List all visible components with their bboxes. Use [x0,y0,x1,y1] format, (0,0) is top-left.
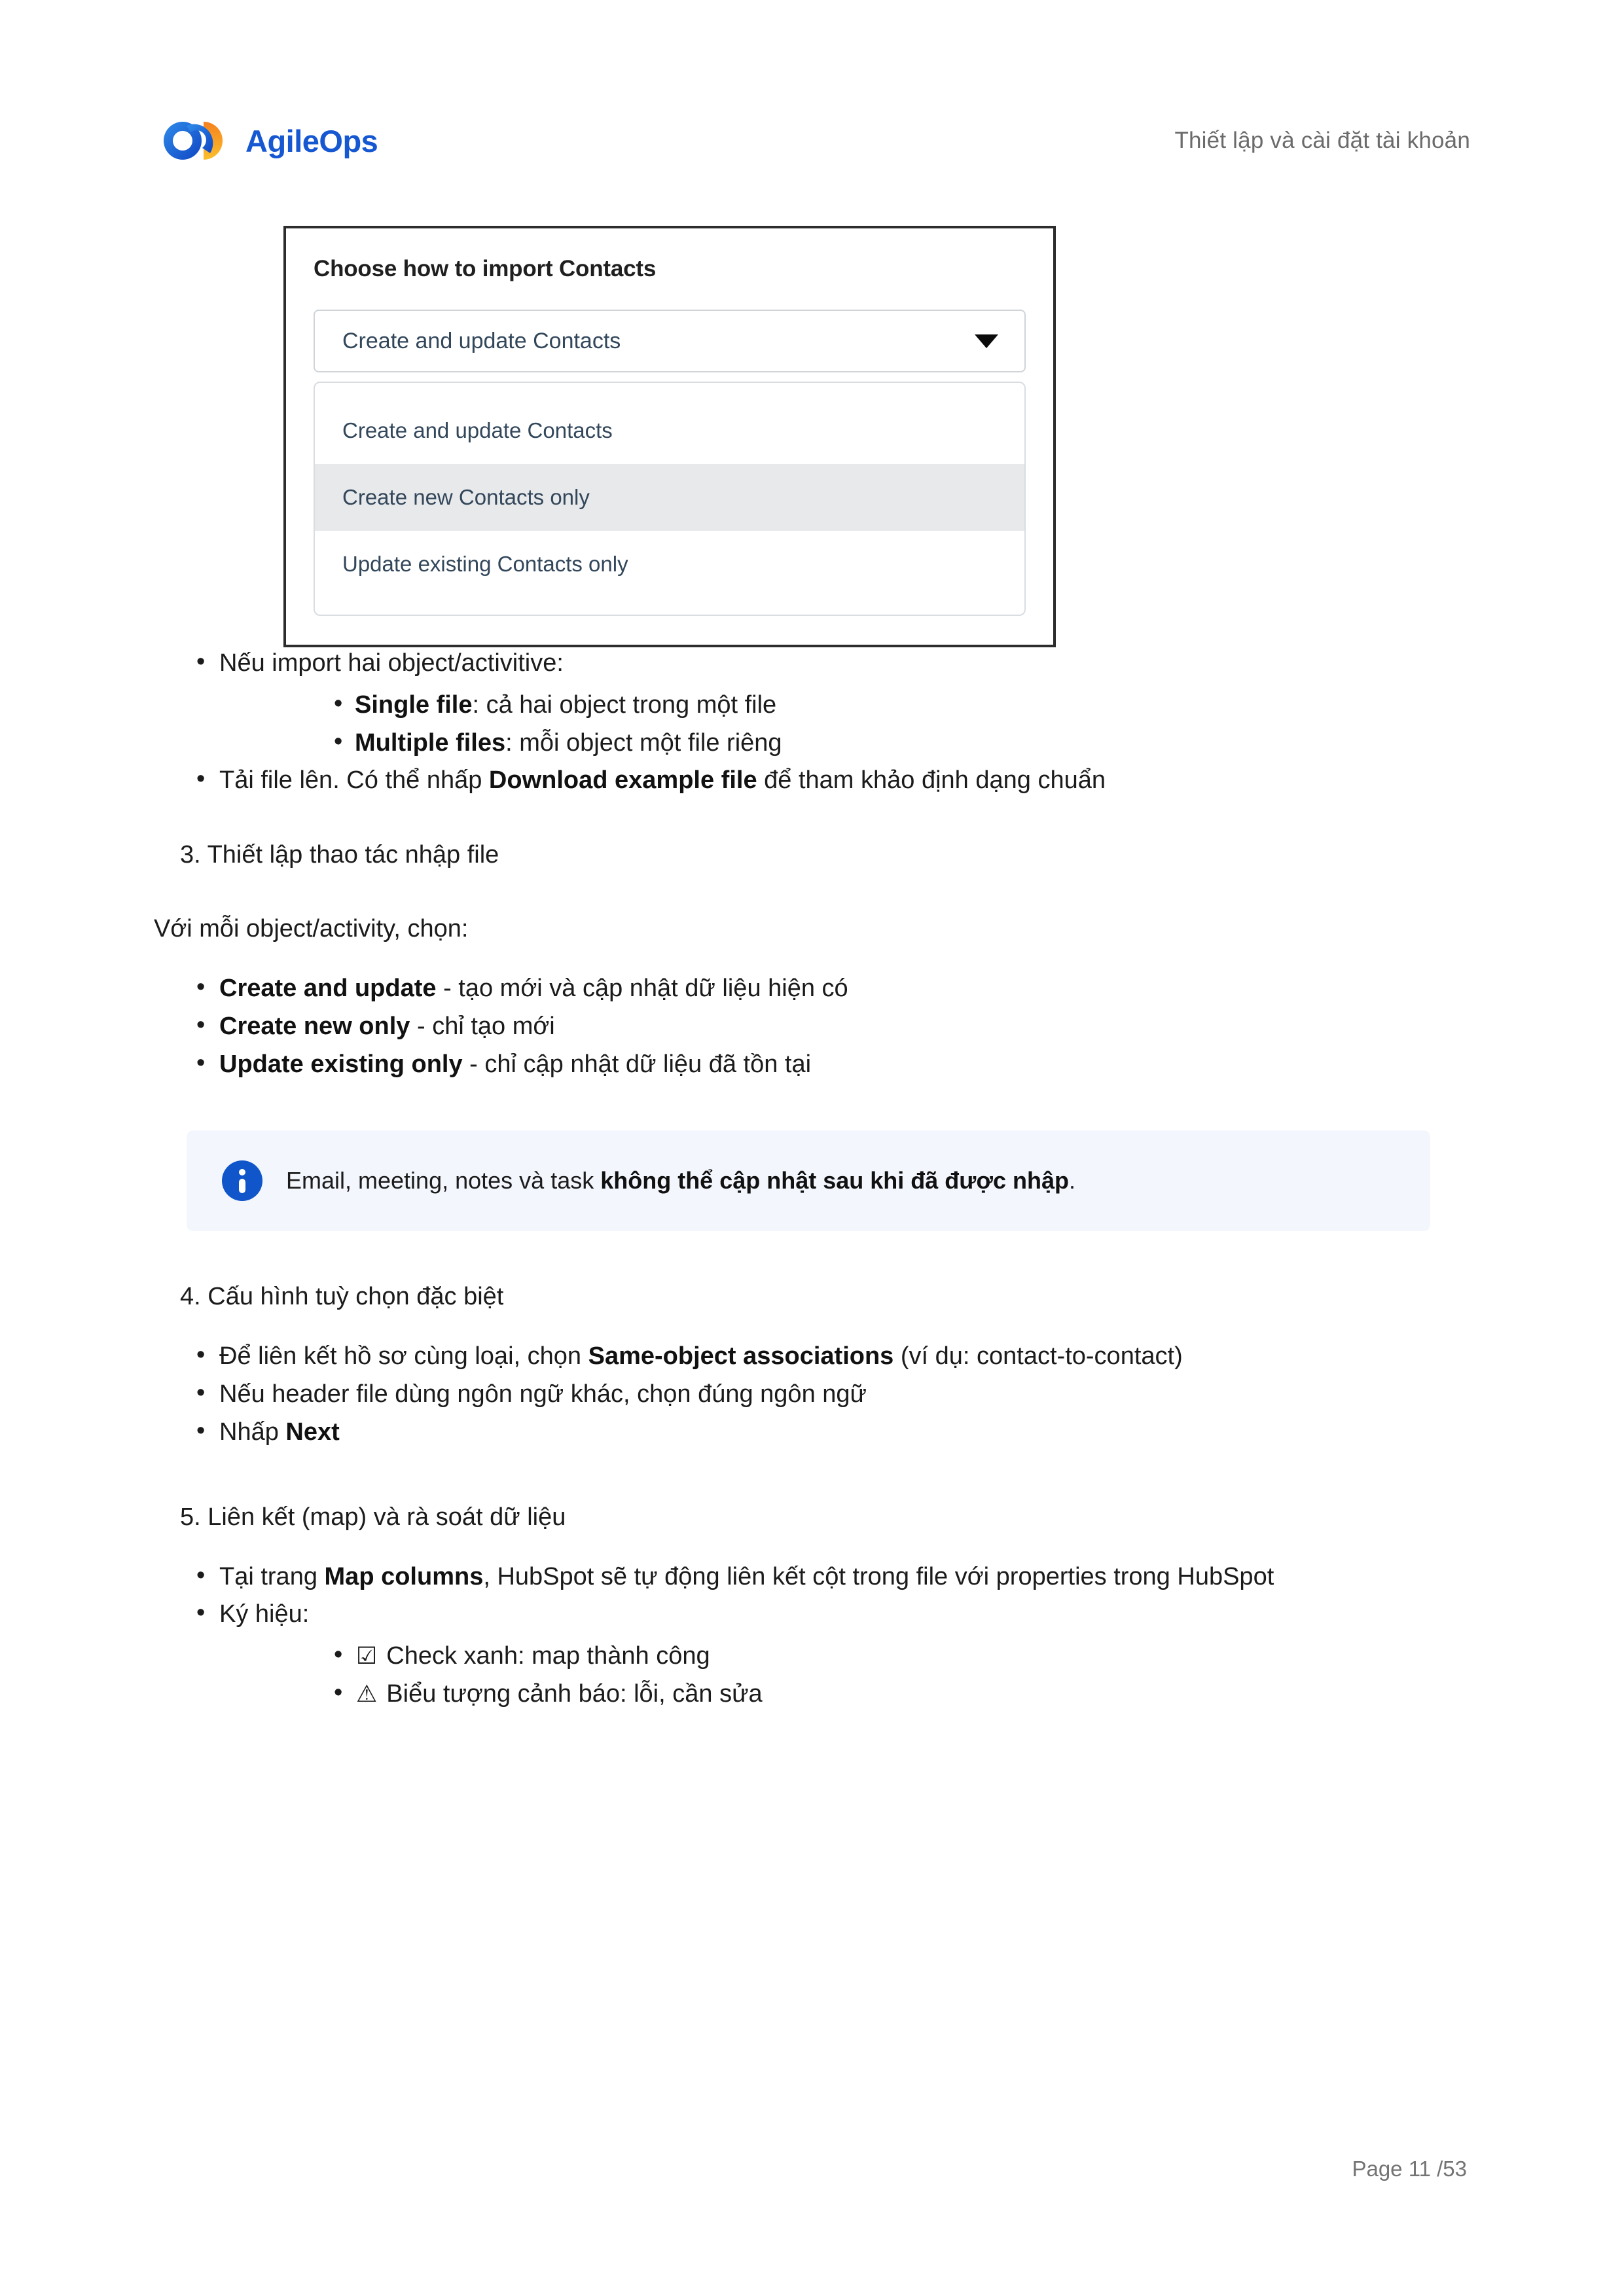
page-header [154,105,1470,177]
term-map-columns: Map columns [324,1562,484,1590]
list-item [327,1638,1470,1676]
agileops-logo-icon [154,117,231,165]
bullet-list-import-modes [190,970,1470,1083]
info-callout-text [286,1164,1075,1197]
symbol-description: Biểu tượng cảnh báo: lỗi, cần sửa [386,1679,763,1708]
import-contacts-screenshot [283,226,1056,647]
bullet-text-pre: Tải file lên. Có thể nhấp [219,766,489,795]
list-item [327,1676,1470,1713]
bullet-text: Nếu import hai object/activitive: [219,649,564,677]
term-single-file-desc: : cả hai object trong một file [472,691,777,719]
figure-heading: Choose how to import Contacts [314,256,657,281]
list-item [327,725,1470,762]
bullet-list-step-5 [190,1558,1470,1713]
list-item [190,1046,1470,1084]
brand-logo [154,117,378,165]
bullet-text-pre: Tại trang [219,1562,325,1590]
bullet-list-step-4 [190,1338,1470,1451]
bullet-text: Ký hiệu: [219,1600,310,1628]
term-single-file: Single file [355,691,473,719]
callout-text-pre: Email, meeting, notes và task [286,1167,601,1194]
bullet-text-post: , HubSpot sẽ tự động liên kết cột trong file với properties trong HubSpot [483,1562,1274,1590]
list-item[interactable]: Create and update Contacts [342,418,613,442]
list-item [190,970,1470,1008]
term-update-existing-only-desc: - chỉ cập nhật dữ liệu đã tồn tại [462,1050,812,1078]
step-5-heading: 5. Liên kết (map) và rà soát dữ liệu [180,1503,566,1531]
list-item [190,1414,1470,1452]
bullet-text-post: để tham khảo định dạng chuẩn [757,766,1106,795]
bullet-sublist-file-mode [327,687,1470,762]
chevron-down-icon [975,334,998,348]
symbol-description: Check xanh: map thành công [386,1642,710,1670]
term-download-example-file: Download example file [488,766,757,795]
bullet-text-pre: Nhấp [219,1418,286,1446]
document-body [154,645,1470,1713]
list-item[interactable]: Create new Contacts only [315,464,1024,531]
brand-name: AgileOps [245,123,378,158]
bullet-text-pre: Để liên kết hồ sơ cùng loại, chọn [219,1342,588,1371]
term-multiple-files-desc: : mỗi object một file riêng [505,728,782,757]
info-icon [222,1160,262,1201]
step-3-heading: 3. Thiết lập thao tác nhập file [180,841,499,869]
list-item [190,1376,1470,1414]
callout-text-post: . [1068,1167,1075,1194]
term-create-and-update-desc: - tạo mới và cập nhật dữ liệu hiện có [436,975,848,1002]
term-create-and-update: Create and update [219,975,437,1002]
paragraph-each-object: Với mỗi object/activity, chọn: [154,915,469,942]
list-item [327,687,1470,725]
list-item [190,1338,1470,1376]
list-item [190,645,1470,762]
term-same-object-associations: Same-object associations [588,1342,894,1371]
import-mode-selected-value: Create and update Contacts [342,328,621,353]
list-item [190,1008,1470,1046]
term-update-existing-only: Update existing only [219,1050,463,1078]
import-mode-select[interactable] [314,310,1026,372]
info-callout [187,1130,1430,1231]
callout-text-emphasis: không thể cập nhật sau khi đã được nhập [600,1167,1069,1194]
warning-triangle-icon: ⚠ [356,1680,378,1708]
term-create-new-only-desc: - chỉ tạo mới [410,1012,555,1040]
checkbox-checked-icon: ☑ [356,1643,378,1670]
page-number: Page 11 /53 [1352,2157,1467,2181]
bullet-text-post: (ví dụ: contact-to-contact) [893,1342,1183,1371]
bullet-sublist-symbols [327,1638,1470,1713]
header-section-title: Thiết lập và cài đặt tài khoản [1174,128,1470,153]
term-multiple-files: Multiple files [355,728,506,757]
step-4-heading: 4. Cấu hình tuỳ chọn đặc biệt [180,1283,504,1311]
list-item[interactable]: Update existing Contacts only [342,552,628,576]
list-item [190,1596,1470,1713]
bullet-list-import [190,645,1470,800]
list-item [190,762,1470,800]
bullet-text: Nếu header file dùng ngôn ngữ khác, chọn đúng ngôn ngữ [219,1380,867,1408]
list-item [190,1558,1470,1596]
import-mode-option-list [314,382,1026,616]
term-next: Next [285,1418,340,1446]
term-create-new-only: Create new only [219,1012,410,1040]
